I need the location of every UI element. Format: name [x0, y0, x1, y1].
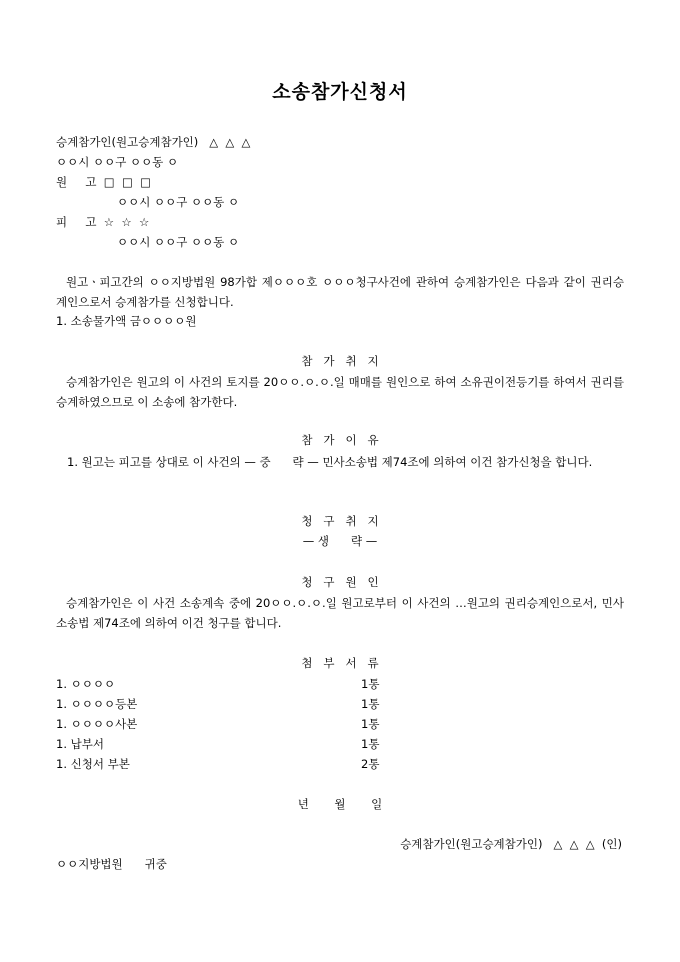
attachment-qty: 2통 [361, 757, 380, 771]
attachment-item: 1. 신청서 부본 [56, 757, 130, 771]
court-addressee: ㅇㅇ지방법원 귀중 [56, 857, 167, 871]
attachment-qty: 1통 [361, 737, 380, 751]
attachment-item: 1. ㅇㅇㅇㅇ사본 [56, 717, 138, 731]
attachment-qty: 1통 [361, 677, 380, 691]
attachment-qty: 1통 [361, 697, 380, 711]
cause-body: 승계참가인은 이 사건 소송계속 중에 20ㅇㅇ.ㅇ.ㅇ.일 원고로부터 이 사건의 …원고의 권리승계인으로서, 민사소송법 제74조에 의하여 이건 청구를 합니다. [56, 596, 624, 630]
attachment-item: 1. ㅇㅇㅇㅇ등본 [56, 697, 138, 711]
claim-heading: 청 구 취 지 [301, 514, 379, 528]
reason-body: 1. 원고는 피고를 상대로 이 사건의 — 중 략 — 민사소송법 제74조에 의하여 이건 참가신청을 합니다. [67, 455, 593, 469]
purpose-heading: 참 가 취 지 [301, 354, 379, 368]
cause-heading: 청 구 원 인 [301, 575, 379, 589]
claim-amount: 1. 소송물가액 금ㅇㅇㅇㅇ원 [56, 314, 197, 328]
plaintiff-line: 원 고 □ □ □ [56, 175, 152, 189]
signature-line: 승계참가인(원고승계참가인) △ △ △ (인) [400, 837, 622, 851]
purpose-body: 승계참가인은 원고의 이 사건의 토지를 20ㅇㅇ.ㅇ.ㅇ.일 매매를 원인으로 하여 소유권이전등기를 하여서 권리를 승계하였으므로 이 소송에 참가한다. [56, 375, 624, 409]
defendant-address: ㅇㅇ시 ㅇㅇ구 ㅇㅇ동 ㅇ [117, 235, 240, 249]
plaintiff-address: ㅇㅇ시 ㅇㅇ구 ㅇㅇ동 ㅇ [117, 195, 240, 209]
attachment-item: 1. ㅇㅇㅇㅇ [56, 677, 116, 691]
attachment-item: 1. 납부서 [56, 737, 104, 751]
attachments-heading: 첨 부 서 류 [301, 656, 379, 670]
participant-address: ㅇㅇ시 ㅇㅇ구 ㅇㅇ동 ㅇ [56, 155, 179, 169]
document-title: 소송참가신청서 [272, 81, 408, 103]
date-line: 년 월 일 [297, 797, 383, 811]
claim-body: — 생 략 — [302, 534, 378, 548]
reason-heading: 참 가 이 유 [301, 433, 379, 447]
attachment-qty: 1통 [361, 717, 380, 731]
defendant-line: 피 고 ☆ ☆ ☆ [56, 215, 150, 229]
intro-paragraph: 원고ㆍ피고간의 ㅇㅇ지방법원 98가합 제ㅇㅇㅇ호 ㅇㅇㅇ청구사건에 관하여 승계참가인은 다음과 같이 권리승계인으로서 승계참가를 신청합니다. [56, 275, 624, 309]
participant-line: 승계참가인(원고승계참가인) △ △ △ [56, 135, 251, 149]
